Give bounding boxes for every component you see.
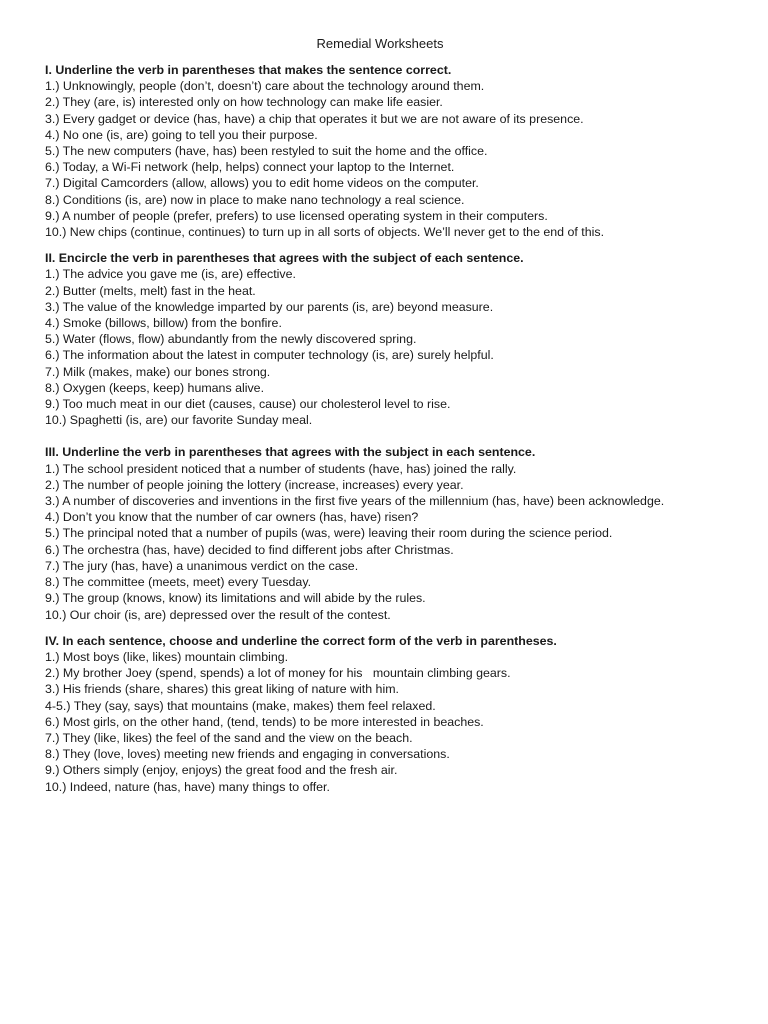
exercise-item: 8.) Oxygen (keeps, keep) humans alive. — [45, 380, 265, 395]
exercise-item: 3.) A number of discoveries and inventions in the first five years of the millennium (has, have) been acknowledge. — [45, 494, 665, 509]
exercise-item: 5.) The principal noted that a number of pupils (was, were) leaving their room during the science period. — [45, 526, 613, 541]
exercise-item: 10.) Our choir (is, are) depressed over the result of the contest. — [45, 607, 391, 622]
section-heading: II. Encircle the verb in parentheses that agrees with the subject of each sentence. — [45, 251, 524, 266]
section-4 — [45, 633, 715, 795]
exercise-item: 3.) The value of the knowledge imparted by our parents (is, are) beyond measure. — [45, 299, 494, 314]
exercise-item: 10.) Indeed, nature (has, have) many things to offer. — [45, 779, 330, 794]
exercise-item: 7.) They (like, likes) the feel of the sand and the view on the beach. — [45, 730, 413, 745]
exercise-item: 7.) Digital Camcorders (allow, allows) you to edit home videos on the computer. — [45, 176, 479, 191]
exercise-item: 8.) Conditions (is, are) now in place to make nano technology a real science. — [45, 192, 465, 207]
section-heading: III. Underline the verb in parentheses that agrees with the subject in each sentence. — [45, 445, 536, 460]
exercise-item: 9.) Too much meat in our diet (causes, cause) our cholesterol level to rise. — [45, 397, 451, 412]
exercise-item: 2.) My brother Joey (spend, spends) a lot of money for his mountain climbing gears. — [45, 666, 511, 681]
exercise-item: 2.) Butter (melts, melt) fast in the heat. — [45, 283, 256, 298]
exercise-item: 6.) Most girls, on the other hand, (tend, tends) to be more interested in beaches. — [45, 714, 484, 729]
exercise-item: 2.) They (are, is) interested only on how technology can make life easier. — [45, 95, 443, 110]
exercise-item: 4.) No one (is, are) going to tell you their purpose. — [45, 127, 318, 142]
exercise-item: 9.) Others simply (enjoy, enjoys) the great food and the fresh air. — [45, 763, 398, 778]
exercise-item: 5.) Water (flows, flow) abundantly from the newly discovered spring. — [45, 332, 417, 347]
worksheet-page — [45, 36, 715, 805]
exercise-item: 3.) Every gadget or device (has, have) a chip that operates it but we are not aware of its presence. — [45, 111, 584, 126]
exercise-item: 5.) The new computers (have, has) been restyled to suit the home and the office. — [45, 144, 488, 159]
exercise-item: 7.) Milk (makes, make) our bones strong. — [45, 364, 271, 379]
exercise-item: 1.) The school president noticed that a number of students (have, has) joined the rally. — [45, 461, 517, 476]
exercise-item: 2.) The number of people joining the lottery (increase, increases) every year. — [45, 477, 464, 492]
exercise-item: 8.) The committee (meets, meet) every Tuesday. — [45, 575, 312, 590]
exercise-item: 1.) Most boys (like, likes) mountain climbing. — [45, 649, 289, 664]
exercise-item: 1.) Unknowingly, people (don’t, doesn’t) care about the technology around them. — [45, 79, 485, 94]
exercise-item: 6.) Today, a Wi-Fi network (help, helps) connect your laptop to the Internet. — [45, 160, 455, 175]
exercise-item: 9.) A number of people (prefer, prefers) to use licensed operating system in their computers. — [45, 208, 548, 223]
exercise-item: 6.) The information about the latest in computer technology (is, are) surely helpful. — [45, 348, 494, 363]
section-3 — [45, 444, 715, 622]
exercise-item: 3.) His friends (share, shares) this great liking of nature with him. — [45, 682, 399, 697]
exercise-item: 7.) The jury (has, have) a unanimous verdict on the case. — [45, 558, 359, 573]
exercise-item: 6.) The orchestra (has, have) decided to find different jobs after Christmas. — [45, 542, 454, 557]
exercise-item: 4-5.) They (say, says) that mountains (make, makes) them feel relaxed. — [45, 698, 436, 713]
exercise-item: 8.) They (love, loves) meeting new friends and engaging in conversations. — [45, 747, 450, 762]
section-2 — [45, 250, 715, 428]
exercise-item: 4.) Smoke (billows, billow) from the bonfire. — [45, 316, 282, 331]
exercise-item: 9.) The group (knows, know) its limitations and will abide by the rules. — [45, 591, 426, 606]
exercise-item: 1.) The advice you gave me (is, are) effective. — [45, 267, 296, 282]
section-heading: I. Underline the verb in parentheses that makes the sentence correct. — [45, 63, 452, 77]
exercise-item: 4.) Don’t you know that the number of car owners (has, have) risen? — [45, 510, 419, 525]
exercise-item: 10.) New chips (continue, continues) to turn up in all sorts of objects. We’ll never get to the end of this. — [45, 225, 605, 240]
section-1 — [45, 62, 715, 240]
document-title: Remedial Worksheets — [316, 36, 444, 51]
section-heading: IV. In each sentence, choose and underline the correct form of the verb in parentheses. — [45, 633, 557, 648]
exercise-item: 10.) Spaghetti (is, are) our favorite Sunday meal. — [45, 413, 313, 428]
